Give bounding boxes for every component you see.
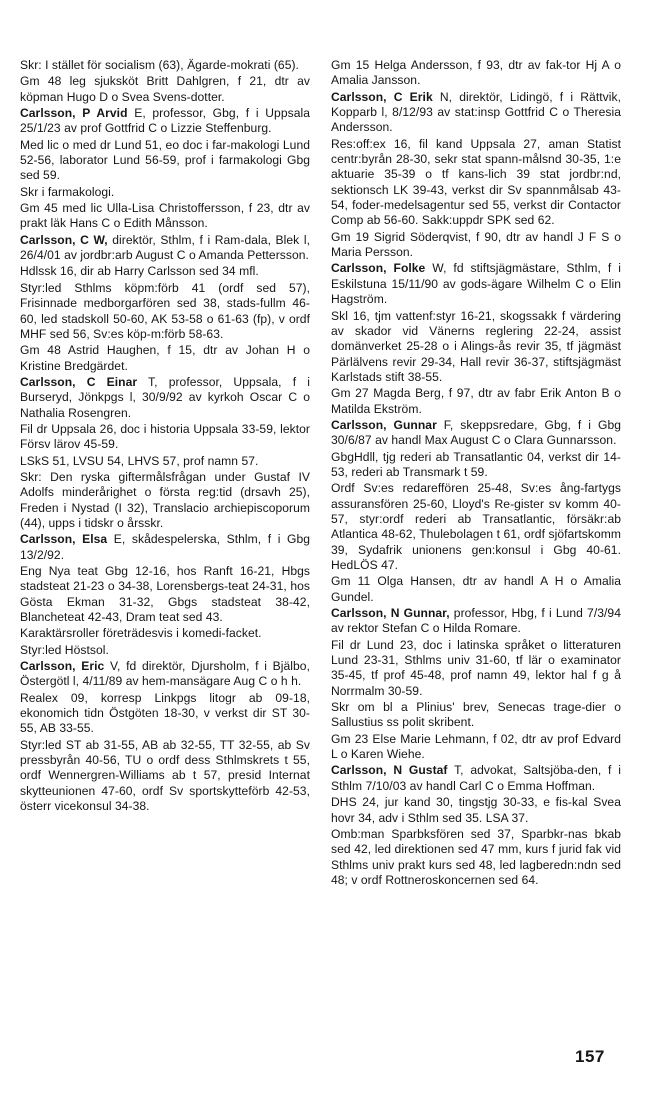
entry-paragraph: Med lic o med dr Lund 51, eo doc i far-makologi Lund 52-56, laborator Lund 56-59, prof i farmakologi Gbg sed 59. [20, 137, 310, 183]
entry-paragraph: Carlsson, C W, direktör, Sthlm, f i Ram-dala, Blek l, 26/4/01 av jordbr:arb August C o Amanda Pettersson. [20, 232, 311, 263]
entry-name: Carlsson, C W, [20, 232, 108, 247]
entry-paragraph: Styr:led ST ab 31-55, AB ab 32-55, TT 32-55, ab Sv pressbyrån 40-56, TU o ordf dess Sthlmskrets t 55, ordf Wennergren-Williams ab t 57, presid Internat skytteunionen 47-60, ordf Sv sportskytteförb 42-53, österr vicekonsul 34-38. [20, 737, 310, 814]
entry-paragraph: Fil dr Lund 23, doc i latinska språket o litteraturen Lund 23-31, Sthlms univ 31-60, tf lär o examinator 35-45, tf prof 45-48, prof namn 49, lektor hal f g å Norrmalm 30-59. [331, 637, 621, 698]
entry-paragraph: Gm 19 Sigrid Söderqvist, f 90, dtr av handl J F S o Maria Persson. [331, 229, 621, 260]
entry-paragraph: Skr om bl a Plinius' brev, Senecas trage-dier o Sallustius ss polit skribent. [331, 700, 621, 730]
entry-paragraph: Carlsson, Folke W, fd stiftsjägmästare, Sthlm, f i Eskilstuna 15/11/90 av gods-ägare Wilhelm C o Elin Hagström. [331, 261, 621, 307]
entry-name: Carlsson, N Gustaf [331, 763, 448, 778]
entry-paragraph: Eng Nya teat Gbg 12-16, hos Ranft 16-21, Hbgs stadsteat 21-23 o 34-38, Lorensbergs-teat 24-31, hos Gösta Ekman 31-32, Gbgs stadsteat 38-42, Blancheteat 42-43, Dram teat sed 43. [20, 564, 310, 625]
entry-paragraph: Carlsson, N Gunnar, professor, Hbg, f i Lund 7/3/94 av rektor Stefan C o Hilda Romare. [331, 606, 621, 636]
entry-name: Carlsson, C Erik [331, 89, 433, 104]
entry-paragraph: Styr:led Sthlms köpm:förb 41 (ordf sed 57), Frisinnade medborgarfören sed 38, stads-fullm 46-60, led stadskoll 50-60, AK 53-58 o 61-63 (fp), v ordf MHF sed 56, Sv:es köp-m:förb 58-63. [20, 280, 310, 341]
entry-name: Carlsson, Folke [331, 261, 426, 276]
entry-paragraph: Carlsson, Eric V, fd direktör, Djursholm, f i Bjälbo, Östergötl l, 4/11/89 av hem-mansägare Aug C o h h. [20, 659, 310, 689]
entry-paragraph: Omb:man Sparbksfören sed 37, Sparbkr-nas bkab sed 42, led direktionen sed 47 mm, kurs f jurid fak vid Sthlms univ prakt kurs sed 48, led lagberedn:ndn sed 48; v ordf Rottneroskoncernen sed 64. [331, 826, 621, 887]
entry-name: Carlsson, Elsa [20, 532, 108, 547]
entry-paragraph: Gm 15 Helga Andersson, f 93, dtr av fak-tor Hj A o Amalia Jansson. [331, 58, 621, 88]
entry-name: Carlsson, Gunnar [331, 417, 437, 432]
entry-paragraph: GbgHdll, tjg rederi ab Transatlantic 04, verkst dir 14-53, rederi ab Transmark t 59. [331, 449, 621, 479]
entry-paragraph: Gm 48 Astrid Haughen, f 15, dtr av Johan H o Kristine Bredgärdet. [20, 343, 310, 373]
left-column [20, 58, 310, 816]
entry-paragraph: Skr i farmakologi. [20, 184, 115, 199]
entry-paragraph: Fil dr Uppsala 26, doc i historia Uppsala 33-59, lektor Försv lärov 45-59. [20, 421, 310, 452]
entry-name: Carlsson, P Arvid [20, 106, 128, 121]
entry-paragraph: Gm 11 Olga Hansen, dtr av handl A H o Amalia Gundel. [331, 574, 621, 604]
entry-paragraph: Karaktärsroller företrädesvis i komedi-facket. [20, 626, 262, 641]
entry-name: Carlsson, C Einar [20, 374, 138, 389]
entry-paragraph: Gm 48 leg sjuksköt Britt Dahlgren, f 21, dtr av köpman Hugo D o Svea Svens-dotter. [20, 74, 310, 104]
entry-paragraph: Carlsson, C Erik N, direktör, Lidingö, f i Rättvik, Kopparb l, 8/12/93 av stat:insp Gottfrid C o Theresia Andersson. [331, 89, 621, 135]
entry-paragraph: Carlsson, Gunnar F, skeppsredare, Gbg, f i Gbg 30/6/87 av handl Max August C o Clara Gunnarsson. [331, 417, 622, 448]
entry-paragraph: Gm 45 med lic Ulla-Lisa Christoffersson, f 23, dtr av prakt läk Hans C o Edith Månsson. [20, 201, 310, 231]
entry-paragraph: Carlsson, C Einar T, professor, Uppsala, f i Burseryd, Jönkpgs l, 30/9/92 av kyrkoh Oscar C o Nathalia Rosengren. [20, 374, 310, 420]
entry-paragraph: Gm 27 Magda Berg, f 97, dtr av fabr Erik Anton B o Matilda Ekström. [331, 386, 621, 416]
entry-paragraph: Skr: Den ryska giftermålsfrågan under Gustaf IV Adolfs minderårighet o första reg:tid (drsavh 25), Freden i Nystad (I 32), Translacio archiepiscoporum (44), upps i tidskr o årsskr. [20, 469, 310, 530]
page-number: 157 [575, 1047, 605, 1066]
entry-name: Carlsson, N Gunnar, [331, 606, 450, 621]
entry-paragraph: Hdlssk 16, dir ab Harry Carlsson sed 34 mfl. [20, 264, 259, 279]
entry-paragraph: LSkS 51, LVSU 54, LHVS 57, prof namn 57. [20, 453, 259, 468]
entry-paragraph: Gm 23 Else Marie Lehmann, f 02, dtr av prof Edvard L o Karen Wiehe. [331, 731, 621, 762]
entry-paragraph: Ordf Sv:es redareffören 25-48, Sv:es ång-fartygs assuransfören 25-60, Lloyd's Re-gister sv komm 40-57, styr:ordf rederi ab Transatlantic, försäkr:ab Atlantica 48-62, Thulebolagen t 61, ordf sjöfartskomm 39, Sydafrik unionens gen:konsul i Gbg 40-61. HedLÖS 47. [331, 481, 621, 572]
entry-paragraph: Skl 16, tjm vattenf:styr 16-21, skogssakk f värdering av skador vid Vänerns reglering 22-24, assist domänverket 25-28 o i Alings-ås revir 35, tf jägmäst Pärlälvens revir 29-34, Hall revir 36-37, stiftsjägmäst Karlstads stift 38-55. [331, 308, 621, 384]
entry-paragraph: Skr: I stället för socialism (63), Ägarde-mokrati (65). [20, 58, 299, 72]
entry-paragraph: Carlsson, P Arvid E, professor, Gbg, f i Uppsala 25/1/23 av prof Gottfrid C o Lizzie Steffenburg. [20, 106, 310, 136]
entry-paragraph: Carlsson, Elsa E, skådespelerska, Sthlm, f i Gbg 13/2/92. [20, 532, 310, 562]
entry-paragraph: Styr:led Höstsol. [20, 642, 109, 657]
entry-paragraph: DHS 24, jur kand 30, tingstjg 30-33, e fis-kal Svea hovr 34, adv i Sthlm sed 35. LSA 37. [331, 795, 621, 825]
entry-name: Carlsson, Eric [20, 659, 105, 674]
entry-paragraph: Carlsson, N Gustaf T, advokat, Saltsjöba-den, f i Sthlm 7/10/03 av handl Carl C o Emma Hoffman. [331, 763, 621, 793]
entry-paragraph: Realex 09, korresp Linkpgs litogr ab 09-18, ekonomich tidn Östgöten 18-30, v verkst dir ST 30-55, AB 33-55. [20, 690, 310, 736]
right-column [331, 58, 621, 889]
entry-paragraph: Res:off:ex 16, fil kand Uppsala 27, aman Statist centr:byrån 28-30, sekr stat spann-målsnd 30-35, 1:e aktuarie 35-39 o tf kans-lich 39 stat jordbr:nd, sektionsch LK 39-43, verkst dir Sv spannmålsab 43-54, foder-medelsagentur sed 55, verkst dir Contactor Comp ab 56-60. Sakk:uppdr SPK sed 62. [331, 136, 621, 228]
